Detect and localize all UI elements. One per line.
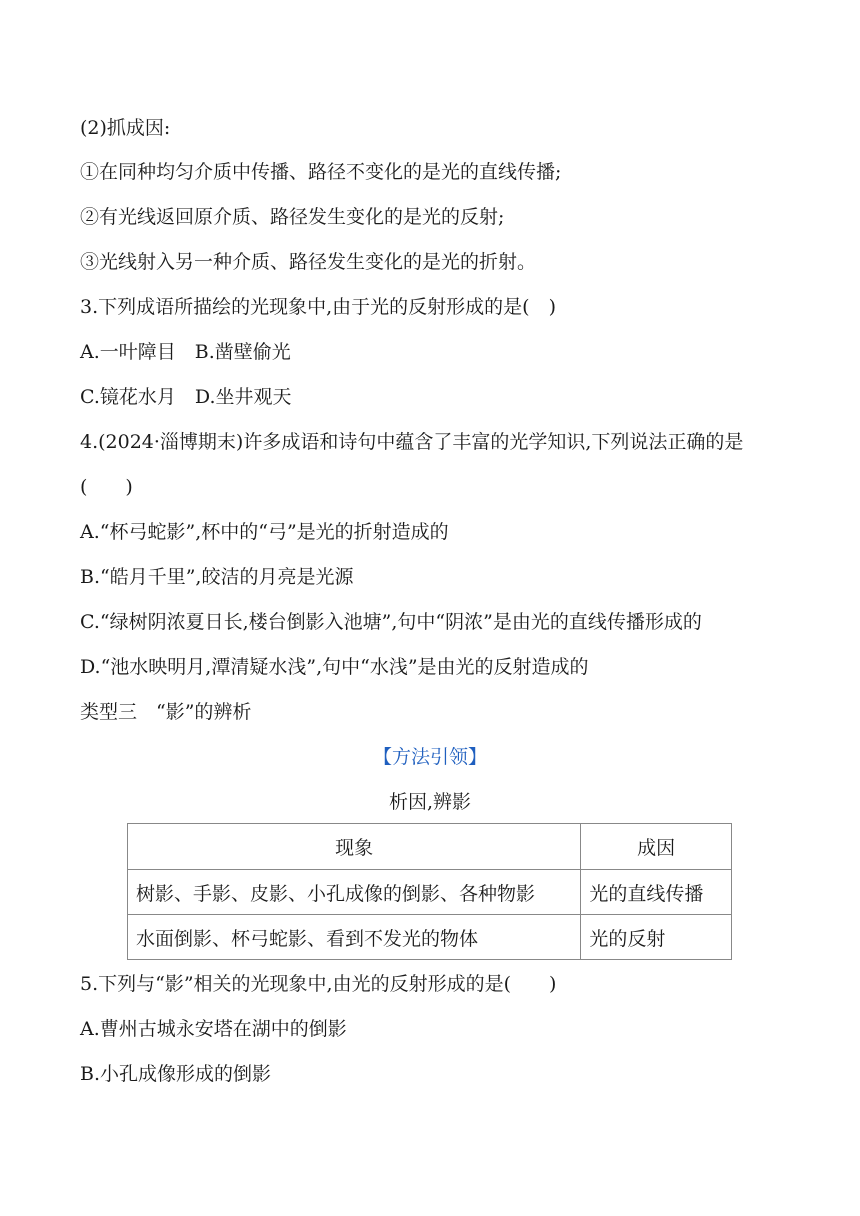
table-cell-cause: 光的反射	[581, 915, 732, 960]
cause-item-2: ②有光线返回原介质、路径发生变化的是光的反射;	[80, 206, 505, 228]
shadow-analysis-table	[127, 823, 732, 960]
table-header-cause: 成因	[581, 824, 732, 870]
question-4-option-c: C.“绿树阴浓夏日长,楼台倒影入池塘”,句中“阴浓”是由光的直线传播形成的	[80, 611, 702, 633]
table-row	[128, 870, 732, 915]
table-cell-phenomenon: 水面倒影、杯弓蛇影、看到不发光的物体	[128, 915, 581, 960]
cause-item-1: ①在同种均匀介质中传播、路径不变化的是光的直线传播;	[80, 161, 562, 183]
question-3: 3.下列成语所描绘的光现象中,由于光的反射形成的是( )	[80, 296, 556, 318]
table-header-row	[128, 824, 732, 870]
method-subtitle: 析因,辨影	[388, 791, 472, 813]
cause-item-3: ③光线射入另一种介质、路径发生变化的是光的折射。	[80, 251, 537, 273]
question-3-options-ab: A.一叶障目 B.凿壁偷光	[80, 341, 291, 363]
type-3-heading: 类型三 “影”的辨析	[80, 701, 252, 723]
method-guide-heading: 【方法引领】	[372, 746, 487, 768]
table-cell-phenomenon: 树影、手影、皮影、小孔成像的倒影、各种物影	[128, 870, 581, 915]
question-4-option-a: A.“杯弓蛇影”,杯中的“弓”是光的折射造成的	[80, 521, 449, 543]
cause-heading: (2)抓成因:	[80, 117, 171, 139]
question-4: 4.(2024·淄博期末)许多成语和诗句中蕴含了丰富的光学知识,下列说法正确的是	[80, 431, 744, 453]
question-4-option-d: D.“池水映明月,潭清疑水浅”,句中“水浅”是由光的反射造成的	[80, 656, 589, 678]
question-4-answer-paren: ( )	[80, 476, 133, 498]
question-5-option-a: A.曹州古城永安塔在湖中的倒影	[80, 1018, 347, 1040]
question-4-option-b: B.“皓月千里”,皎洁的月亮是光源	[80, 566, 354, 588]
question-5: 5.下列与“影”相关的光现象中,由光的反射形成的是( )	[80, 973, 557, 995]
table-header-phenomenon: 现象	[128, 824, 581, 870]
question-5-option-b: B.小孔成像形成的倒影	[80, 1063, 272, 1085]
table-row	[128, 915, 732, 960]
table-cell-cause: 光的直线传播	[581, 870, 732, 915]
question-3-options-cd: C.镜花水月 D.坐井观天	[80, 386, 292, 408]
